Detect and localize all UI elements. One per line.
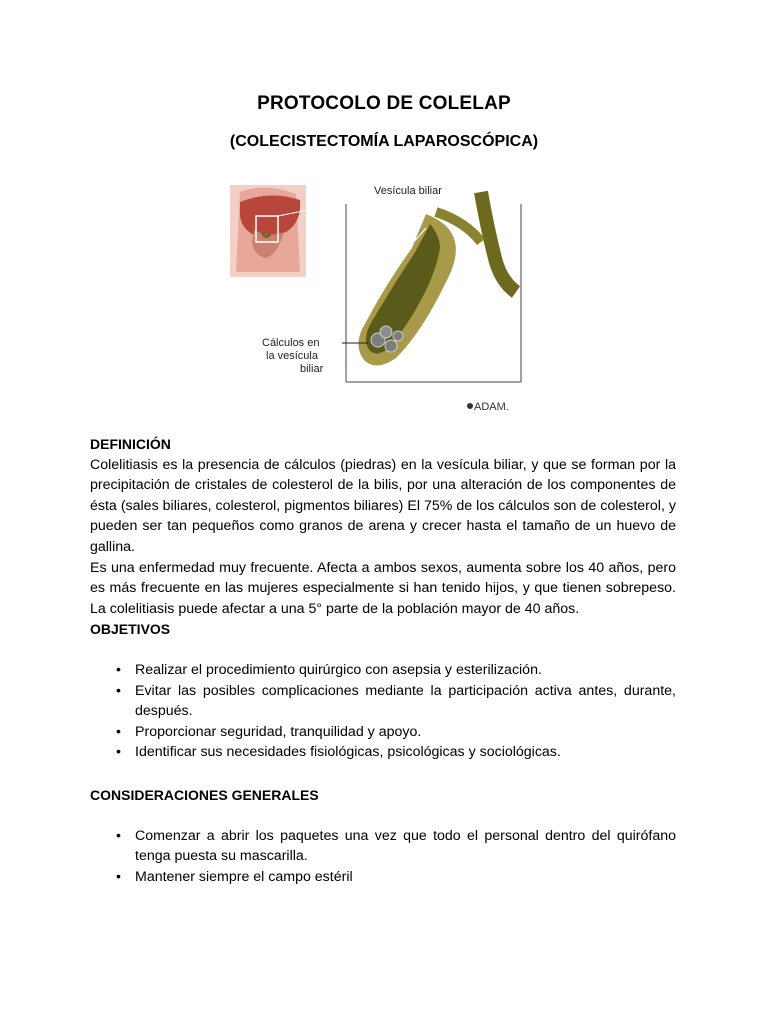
torso-inset — [230, 185, 306, 277]
gallbladder-illustration — [226, 172, 536, 420]
heading-objetivos: OBJETIVOS — [90, 621, 171, 638]
list-item-text: Proporcionar seguridad, tranquilidad y apoyo. — [135, 723, 422, 740]
list-item-text: Mantener siempre el campo estéril — [135, 868, 353, 885]
document-subtitle: (COLECISTECTOMÍA LAPAROSCÓPICA) — [229, 133, 539, 150]
list-item — [90, 742, 676, 763]
definicion-paragraph-2: Es una enfermedad muy frecuente. Afecta a ambos sexos, aumenta sobre los 40 años, pero es más frecuente en las mujeres especialmente si han tenido hijos, y que tienen sobrepeso. La colelitiasis puede afectar a una 5° parte de la población mayor de 40 años. — [90, 559, 676, 617]
list-item-text: Comenzar a abrir los paquetes una vez que todo el personal dentro del quirófano tenga puesta su mascarilla. — [135, 827, 676, 865]
consideraciones-list — [90, 826, 676, 888]
label-vesicula: Vesícula biliar — [374, 185, 442, 197]
document-title: PROTOCOLO DE COLELAP — [257, 93, 511, 114]
list-item — [90, 660, 676, 681]
list-item — [90, 826, 676, 867]
list-item — [90, 681, 676, 722]
list-item-text: Identificar sus necesidades fisiológicas, psicológicas y sociológicas. — [135, 744, 561, 761]
list-item — [90, 867, 676, 888]
objetivos-list — [90, 660, 676, 763]
label-calculos-1: Cálculos en — [262, 337, 320, 349]
label-calculos-2: la vesícula — [266, 350, 318, 362]
heading-definicion: DEFINICIÓN — [90, 436, 171, 452]
list-item — [90, 722, 676, 743]
adam-logo-icon — [467, 403, 473, 409]
adam-credit: ADAM. — [474, 401, 509, 413]
bullet-icon: • — [116, 827, 121, 844]
gallbladder-panel — [342, 192, 521, 382]
label-calculos-3: biliar — [300, 363, 324, 375]
list-item-text: Realizar el procedimiento quirúrgico con asepsia y esterilización. — [135, 661, 542, 678]
document-body — [90, 434, 676, 887]
bullet-icon: • — [116, 682, 121, 699]
spacer — [90, 763, 676, 785]
bullet-icon: • — [116, 661, 121, 678]
spacer — [90, 806, 676, 826]
bullet-icon: • — [116, 868, 121, 885]
bullet-icon: • — [116, 723, 121, 740]
list-item-text: Evitar las posibles complicaciones mediante la participación activa antes, durante, después. — [135, 682, 676, 720]
heading-consideraciones: CONSIDERACIONES GENERALES — [90, 786, 319, 803]
spacer — [90, 640, 676, 660]
definicion-paragraph-1: Colelitiasis es la presencia de cálculos (piedras) en la vesícula biliar, y que se forman por la precipitación de cristales de colesterol de la bilis, por una alteración de los componentes de ésta (sales biliares, colesterol, pigmentos biliares) El 75% de los cálculos son de colesterol, y pueden ser tan pequeños como granos de arena y crecer hasta el tamaño de un huevo de gallina. — [90, 456, 676, 555]
bullet-icon: • — [116, 744, 121, 761]
